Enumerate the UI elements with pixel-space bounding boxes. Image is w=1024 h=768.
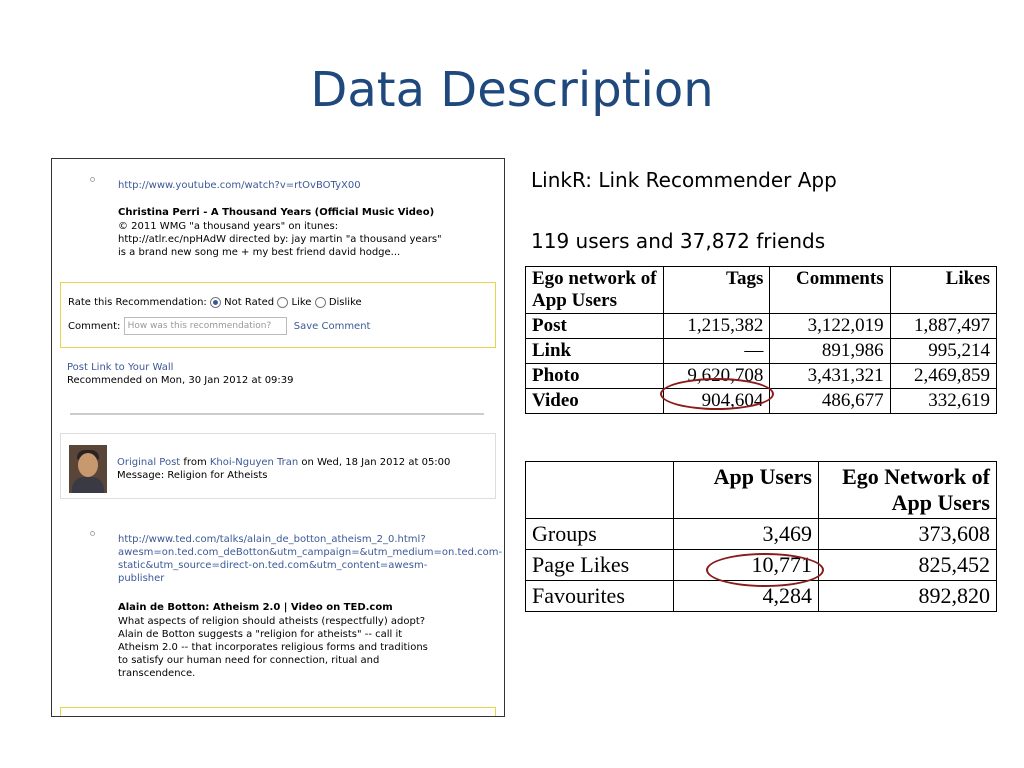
- table-row: [526, 339, 997, 364]
- table-cell: 4,284: [674, 581, 819, 612]
- rating-panel: [60, 282, 496, 348]
- table-header: Ego network of App Users: [526, 267, 664, 314]
- comment-label: Comment:: [68, 321, 121, 332]
- row-label: Video: [526, 389, 664, 414]
- post1-url[interactable]: http://www.youtube.com/watch?v=rtOvBOTyX00: [118, 180, 361, 191]
- app-screenshot: [51, 158, 505, 717]
- highlight-oval-page-likes: [706, 553, 824, 587]
- comment-row: [68, 317, 370, 335]
- table-cell: 1,887,497: [890, 314, 996, 339]
- table-cell: 9,620,708: [664, 364, 770, 389]
- comment-input[interactable]: How was this recommendation?: [124, 317, 287, 335]
- save-comment-button[interactable]: Save Comment: [293, 321, 371, 332]
- rating-row: [68, 296, 362, 309]
- users-count: 119 users and 37,872 friends: [531, 229, 826, 253]
- recommended-date: Recommended on Mon, 30 Jan 2012 at 09:39: [67, 375, 294, 386]
- slide-title: Data Description: [310, 62, 714, 118]
- table-cell: 373,608: [819, 519, 997, 550]
- original-post-link[interactable]: Original Post: [117, 457, 181, 468]
- rating-label: Rate this Recommendation:: [68, 297, 207, 308]
- radio-dislike[interactable]: [315, 297, 326, 308]
- table-cell: 332,619: [890, 389, 996, 414]
- bullet-icon: [90, 177, 95, 182]
- app-description: LinkR: Link Recommender App: [531, 168, 837, 192]
- original-message: Message: Religion for Atheists: [117, 470, 268, 481]
- highlight-oval-photo-tags: [660, 378, 774, 410]
- original-date: on Wed, 18 Jan 2012 at 05:00: [298, 457, 451, 468]
- table-header: [526, 462, 674, 519]
- table-header-row: [526, 267, 997, 314]
- author-link[interactable]: Khoi-Nguyen Tran: [209, 457, 299, 468]
- table-row: [526, 314, 997, 339]
- table-cell: 3,431,321: [770, 364, 890, 389]
- radio-like[interactable]: [277, 297, 288, 308]
- row-label: Photo: [526, 364, 664, 389]
- radio-not-rated[interactable]: [210, 297, 221, 308]
- table-cell: 2,469,859: [890, 364, 996, 389]
- table-header-row: [526, 462, 997, 519]
- avatar[interactable]: [69, 445, 107, 493]
- row-label: Post: [526, 314, 664, 339]
- table-cell: 891,986: [770, 339, 890, 364]
- table-cell: 486,677: [770, 389, 890, 414]
- post1-description: © 2011 WMG "a thousand years" on itunes: http://atlr.ec/npHAdW directed by: jay martin "a thousand years" is a brand new song me + my best friend david hodge...: [118, 221, 442, 258]
- table-cell: 995,214: [890, 339, 996, 364]
- post2-description: What aspects of religion should atheists (respectfully) adopt? Alain de Botton suggests a "religion for atheists" -- call it Atheism 2.0 -- that incorporates religious forms and traditions to satisfy our human need for connection, ritual and transcendence.: [118, 616, 428, 679]
- from-text: from: [180, 457, 210, 468]
- table-cell: 1,215,382: [664, 314, 770, 339]
- table-header: Comments: [770, 267, 890, 314]
- row-label: Favourites: [526, 581, 674, 612]
- radio-dislike-label: Dislike: [328, 297, 362, 308]
- app-users-table: [525, 461, 997, 612]
- table-cell: 825,452: [819, 550, 997, 581]
- next-rating-panel: [60, 707, 496, 717]
- original-post-panel: [60, 433, 496, 499]
- radio-like-label: Like: [291, 297, 312, 308]
- table-header: Likes: [890, 267, 996, 314]
- original-post-line: [117, 456, 450, 469]
- table-cell: 10,771: [674, 550, 819, 581]
- divider: [70, 413, 484, 415]
- radio-not-rated-label: Not Rated: [224, 297, 275, 308]
- table-header: Tags: [664, 267, 770, 314]
- row-label: Groups: [526, 519, 674, 550]
- table-cell: —: [664, 339, 770, 364]
- post1-title: Christina Perri - A Thousand Years (Official Music Video): [118, 207, 435, 218]
- bullet-icon: [90, 531, 95, 536]
- row-label: Page Likes: [526, 550, 674, 581]
- table-header: Ego Network of App Users: [819, 462, 997, 519]
- table-cell: 892,820: [819, 581, 997, 612]
- table-row: [526, 519, 997, 550]
- table-header: App Users: [674, 462, 819, 519]
- table-cell: 3,122,019: [770, 314, 890, 339]
- row-label: Link: [526, 339, 664, 364]
- table-cell: 904,604: [664, 389, 770, 414]
- post2-url[interactable]: http://www.ted.com/talks/alain_de_botton_atheism_2_0.html? awesm=on.ted.com_deBotton&utm_campaign=&utm_medium=on.ted.com- static&utm_source=direct-on.ted.com&utm_content=awesm- publisher: [118, 534, 503, 584]
- post2-title: Alain de Botton: Atheism 2.0 | Video on TED.com: [118, 602, 393, 613]
- post-to-wall-link[interactable]: Post Link to Your Wall: [67, 362, 174, 373]
- table-cell: 3,469: [674, 519, 819, 550]
